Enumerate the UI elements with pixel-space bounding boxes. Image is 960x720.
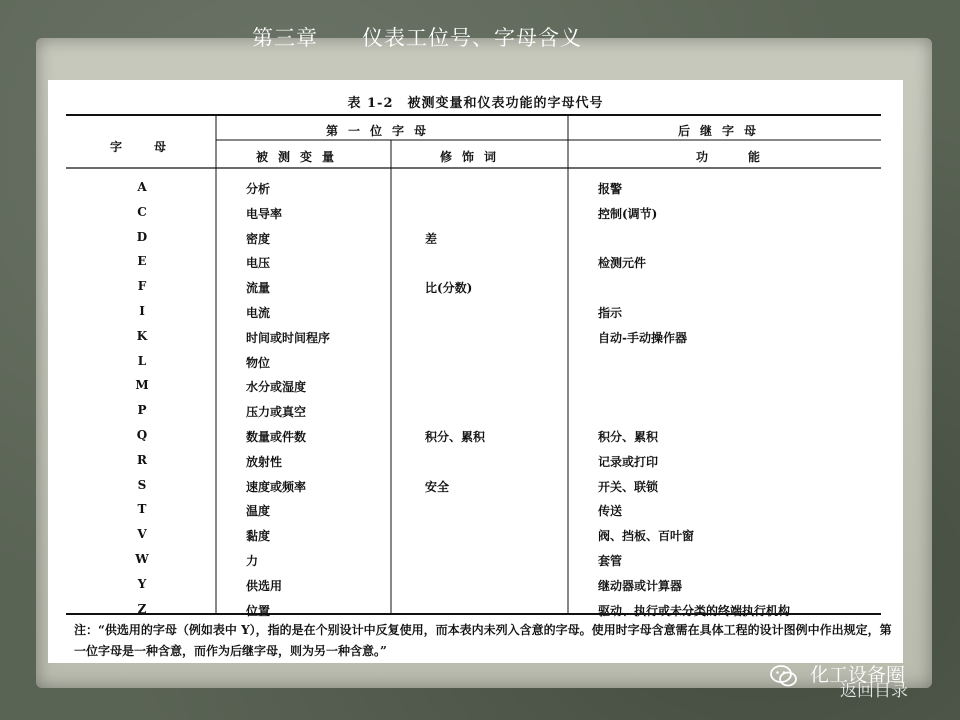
table-note: 注：“供选用的字母（例如表中 Y），指的是在个别设计中反复使用，而本表内未列入含意的字母。使用时字母含意需在具体工程的设计图例中作出规定，第一位字母是一种含意，而作为后继字母，则为另一种含意。” bbox=[74, 623, 892, 658]
row-modifier: 差 bbox=[425, 231, 438, 246]
row-function: 阀、挡板、百叶窗 bbox=[598, 529, 695, 544]
row-measured-variable: 温度 bbox=[246, 504, 271, 519]
row-letter: L bbox=[137, 353, 147, 368]
chapter-title: 第三章 仪表工位号、字母含义 bbox=[252, 26, 582, 50]
row-function: 积分、累积 bbox=[598, 430, 659, 444]
row-function: 驱动、执行或未分类的终端执行机构 bbox=[598, 603, 791, 618]
row-letter: Y bbox=[137, 576, 147, 591]
row-function: 控制(调节) bbox=[598, 206, 658, 221]
row-letter: K bbox=[136, 328, 148, 343]
header-modifier: 修饰词 bbox=[440, 150, 507, 164]
row-measured-variable: 物位 bbox=[246, 355, 271, 370]
row-letter: T bbox=[137, 502, 147, 517]
row-letter: F bbox=[137, 279, 147, 294]
row-letter: D bbox=[136, 229, 148, 244]
row-measured-variable: 电导率 bbox=[246, 206, 283, 221]
back-to-contents-link[interactable]: 返回目录 bbox=[840, 681, 908, 701]
header-succeeding-letter: 后继字母 bbox=[678, 124, 767, 138]
row-letter: P bbox=[137, 403, 147, 418]
header-function: 功能 bbox=[696, 150, 801, 164]
header-first-letter: 第一位字母 bbox=[326, 124, 437, 138]
row-letter: S bbox=[137, 477, 147, 492]
row-letter: I bbox=[139, 304, 145, 318]
header-measured-variable: 被测变量 bbox=[256, 150, 345, 164]
header-letter: 字 母 bbox=[110, 140, 177, 154]
row-measured-variable: 电流 bbox=[246, 306, 271, 320]
row-letter: Z bbox=[137, 601, 147, 616]
row-letter: C bbox=[137, 204, 147, 219]
row-measured-variable: 电压 bbox=[246, 256, 271, 271]
row-function: 检测元件 bbox=[598, 256, 647, 271]
row-function: 开关、联锁 bbox=[598, 479, 659, 494]
row-modifier: 比(分数) bbox=[425, 281, 473, 296]
table-title: 表 1-2 被测变量和仪表功能的字母代号 bbox=[347, 96, 604, 111]
wechat-icon bbox=[770, 665, 798, 687]
row-measured-variable: 压力或真空 bbox=[246, 405, 307, 420]
row-letter: E bbox=[137, 254, 147, 269]
row-modifier: 积分、累积 bbox=[425, 430, 486, 444]
scanned-table-sheet bbox=[48, 80, 903, 663]
row-function: 自动-手动操作器 bbox=[598, 330, 687, 345]
row-measured-variable: 分析 bbox=[246, 182, 271, 196]
row-letter: R bbox=[137, 452, 147, 467]
row-measured-variable: 流量 bbox=[246, 281, 271, 296]
row-measured-variable: 时间或时间程序 bbox=[246, 330, 331, 345]
row-letter: A bbox=[137, 180, 147, 194]
row-measured-variable: 力 bbox=[246, 554, 259, 568]
row-measured-variable: 黏度 bbox=[246, 529, 271, 544]
row-measured-variable: 数量或件数 bbox=[246, 430, 307, 444]
row-function: 记录或打印 bbox=[598, 454, 659, 469]
row-modifier: 安全 bbox=[425, 479, 450, 494]
row-letter: Q bbox=[136, 428, 148, 442]
row-letter: V bbox=[137, 527, 147, 542]
watermark-text: 化工设备圈 bbox=[810, 664, 906, 686]
row-measured-variable: 放射性 bbox=[246, 454, 283, 469]
row-function: 继动器或计算器 bbox=[598, 578, 683, 593]
row-measured-variable: 位置 bbox=[246, 603, 271, 618]
row-measured-variable: 速度或频率 bbox=[246, 479, 307, 494]
row-measured-variable: 供选用 bbox=[246, 578, 283, 593]
row-function: 传送 bbox=[598, 504, 623, 519]
row-function: 套管 bbox=[598, 554, 623, 568]
row-letter: M bbox=[135, 378, 149, 393]
row-measured-variable: 密度 bbox=[246, 231, 271, 246]
row-measured-variable: 水分或湿度 bbox=[246, 380, 307, 395]
row-function: 报警 bbox=[598, 182, 623, 196]
row-function: 指示 bbox=[598, 306, 623, 320]
row-letter: W bbox=[135, 552, 149, 566]
